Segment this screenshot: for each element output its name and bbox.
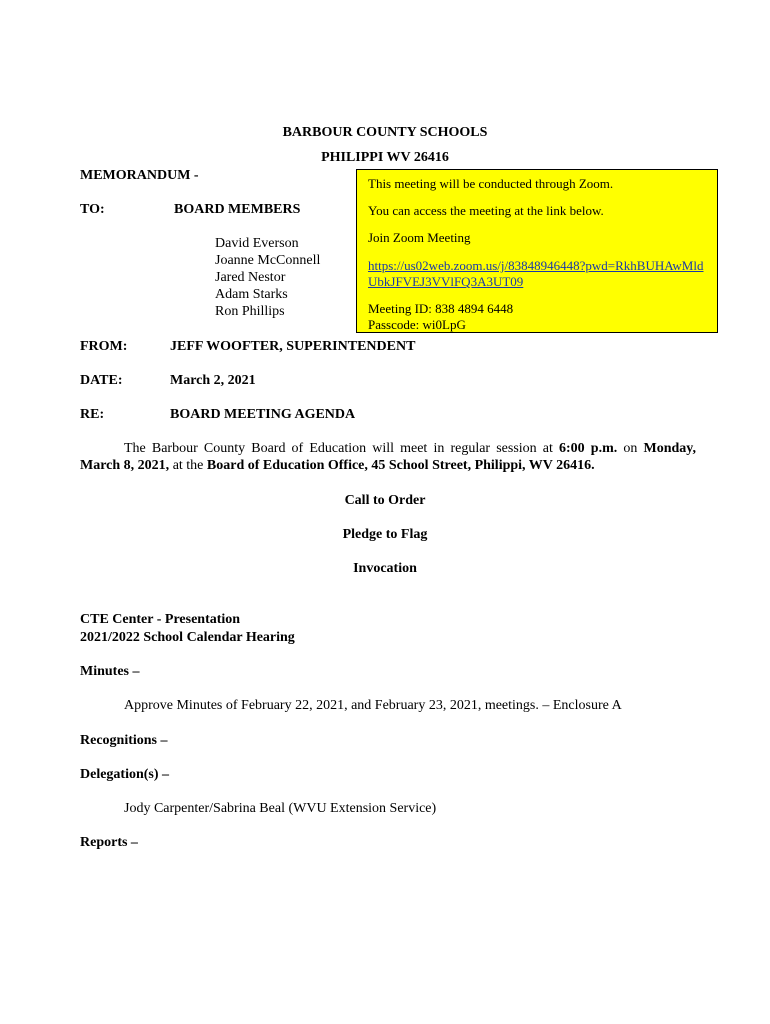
agenda-cte-presentation: CTE Center - Presentation [80,612,241,627]
intro-text-3: at the [169,458,207,473]
zoom-line-1: This meeting will be conducted through Zoom. [368,176,614,191]
from-value: JEFF WOOFTER, SUPERINTENDENT [170,339,416,354]
agenda-reports: Reports – [80,835,138,850]
re-label: RE: [80,407,105,422]
zoom-meeting-id: Meeting ID: 838 4894 6448 [368,301,514,316]
agenda-pledge: Pledge to Flag [342,527,428,542]
date-value: March 2, 2021 [170,373,256,388]
to-label: TO: [80,202,105,217]
re-value: BOARD MEETING AGENDA [170,407,356,422]
org-heading: BARBOUR COUNTY SCHOOLS [282,125,488,140]
board-member: Adam Starks [215,287,288,302]
agenda-minutes-item: Approve Minutes of February 22, 2021, and February 23, 2021, meetings. – Enclosure A [124,698,622,713]
zoom-join-label: Join Zoom Meeting [368,230,471,245]
board-member: Ron Phillips [215,304,285,319]
city-heading: PHILIPPI WV 26416 [321,150,449,165]
meeting-day: Monday, March 8, 2021, [80,441,696,473]
agenda-delegations: Delegation(s) – [80,767,170,782]
agenda-call-to-order: Call to Order [344,493,426,508]
board-member: Joanne McConnell [215,253,321,268]
zoom-meeting-link[interactable]: https://us02web.zoom.us/j/83848946448?pwd=RkhBUHAwMld [368,258,704,273]
agenda-invocation: Invocation [353,561,417,576]
intro-text-1: The Barbour County Board of Education will meet in regular session at [124,441,559,456]
zoom-meeting-link-cont[interactable]: UbkJFVEJ3VVlFQ3A3UT09 [368,274,524,289]
intro-paragraph [80,440,696,474]
agenda-recognitions: Recognitions – [80,733,168,748]
date-label: DATE: [80,373,123,388]
meeting-place: Board of Education Office, 45 School Street, Philippi, WV 26416. [206,458,595,473]
agenda-minutes: Minutes – [80,664,140,679]
zoom-line-2: You can access the meeting at the link below. [368,203,604,218]
zoom-passcode: Passcode: wi0LpG [368,317,466,332]
board-member: Jared Nestor [215,270,286,285]
agenda-delegation-item: Jody Carpenter/Sabrina Beal (WVU Extension Service) [124,801,437,816]
zoom-info-box [356,169,718,333]
intro-text-2: on [617,441,644,456]
to-value: BOARD MEMBERS [174,202,301,217]
memorandum-label: MEMORANDUM - [80,168,199,183]
agenda-calendar-hearing: 2021/2022 School Calendar Hearing [80,630,295,645]
from-label: FROM: [80,339,128,354]
board-member: David Everson [215,236,299,251]
meeting-time: 6:00 p.m. [559,441,618,456]
